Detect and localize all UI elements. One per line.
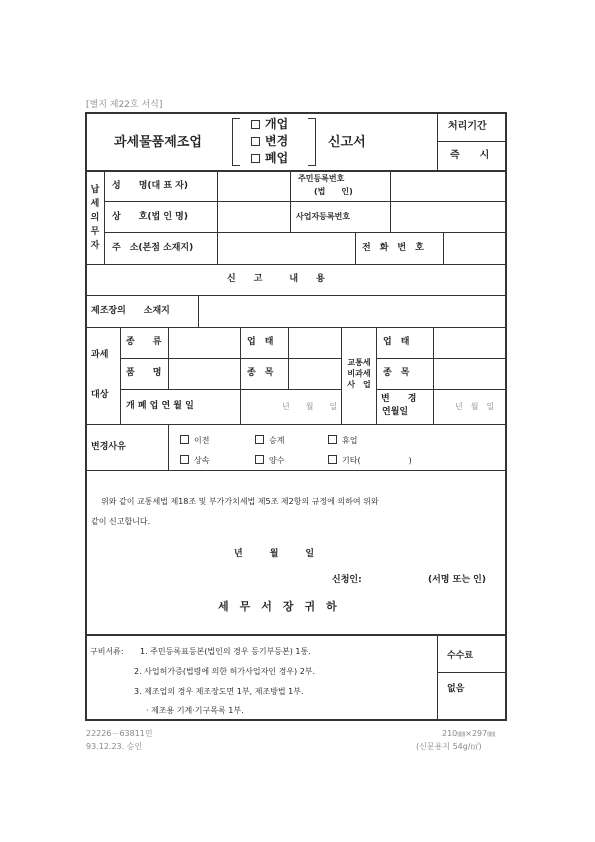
divider [290, 170, 291, 232]
addressee: 세 무 서 장 귀 하 [218, 600, 337, 613]
change-date-label: 변 경 [381, 394, 417, 404]
checkbox-icon [255, 435, 264, 444]
option-open: 개업 [251, 118, 288, 130]
divider [437, 672, 507, 673]
reason-transfer[interactable]: 양수 [255, 455, 284, 465]
checkbox-icon [180, 435, 189, 444]
rrn-label-corp: (법 인) [314, 187, 353, 196]
open-close-date-label: 개 폐 업 연 월 일 [126, 401, 194, 411]
factory-location-field[interactable] [199, 296, 506, 326]
business-number-label: 사업자등록번호 [296, 212, 351, 221]
form-reference: [별지 제22호 서식] [86, 100, 163, 110]
attachment-item-2: 2. 사업허가증(법령에 의한 허가사업자인 경우) 2부. [134, 667, 316, 676]
form-title: 과세물품제조업 [114, 135, 202, 150]
address-field[interactable] [218, 233, 354, 263]
change-date-field[interactable]: 년 월 일 [455, 402, 495, 411]
item-name-field[interactable] [169, 359, 239, 388]
divider [376, 389, 507, 390]
divider [168, 424, 169, 470]
checkbox-icon [255, 455, 264, 464]
checkbox-change[interactable] [251, 137, 260, 146]
divider [376, 327, 377, 424]
divider [85, 634, 507, 636]
checkbox-icon [328, 455, 337, 464]
fee-label: 수수료 [447, 651, 474, 661]
rrn-label: 주민등록번호 [298, 174, 345, 183]
kind-label: 종 류 [126, 337, 162, 347]
approval-date: 93.12.23. 승인 [86, 742, 143, 751]
declaration-text-line1: 위와 같이 교통세법 제18조 및 부가가치세법 제5조 제2항의 규정에 의하여 위와 [101, 497, 379, 506]
declaration-text-line2: 같이 신고합니다. [91, 517, 151, 526]
divider [104, 170, 105, 264]
fee-value: 없음 [447, 684, 465, 694]
attachment-item-4: · 제조용 기계·기구목록 1부. [146, 706, 244, 715]
reason-succession[interactable]: 승계 [255, 435, 284, 445]
bracket-left [232, 118, 240, 166]
traffic-exempt-label: 교통세 비과세 사 업 [347, 358, 371, 389]
divider [85, 470, 507, 471]
divider [355, 232, 356, 264]
processing-period-label: 처리기간 [448, 121, 487, 132]
item-name-label: 품 명 [126, 368, 162, 378]
report-content-label: 신 고 내 용 [227, 274, 325, 284]
reason-inheritance[interactable]: 상속 [180, 455, 209, 465]
divider [85, 424, 507, 425]
attachments-label: 구비서류: [90, 647, 124, 656]
traffic-category-field[interactable] [434, 359, 506, 388]
option-close: 폐업 [251, 152, 288, 164]
address-label: 주 소(본점 소재지) [112, 243, 194, 253]
divider [437, 141, 507, 142]
form-code: 22226－63811민 [86, 729, 153, 738]
traffic-business-type-field[interactable] [434, 328, 506, 357]
reason-relocation[interactable]: 이전 [180, 435, 209, 445]
attachment-item-3: 3. 제조업의 경우 제조장도면 1부, 제조방법 1부. [134, 687, 304, 696]
traffic-category-label: 종 목 [383, 368, 410, 378]
name-label: 성 명(대 표 자) [112, 181, 188, 191]
applicant-field[interactable] [368, 570, 424, 588]
applicant-label: 신청인: [332, 575, 362, 585]
phone-field[interactable] [444, 233, 506, 263]
option-change: 변경 [251, 135, 288, 147]
bracket-right [308, 118, 316, 166]
reason-other[interactable]: 기타( ) [328, 455, 412, 465]
business-type-field[interactable] [289, 328, 340, 357]
reason-suspension[interactable]: 휴업 [328, 435, 357, 445]
category-field[interactable] [289, 359, 340, 388]
company-name-label: 상 호(법 인 명) [112, 212, 188, 222]
traffic-business-type-label: 업 태 [383, 337, 410, 347]
change-date-label-2: 연월일 [382, 407, 409, 417]
divider [85, 264, 507, 265]
change-reason-label: 변경사유 [91, 442, 126, 452]
taxpayer-section-label: 납 세 의 무 자 [90, 185, 100, 251]
rrn-field[interactable] [391, 171, 506, 200]
divider [120, 389, 341, 390]
paper-size: 210㎜×297㎜ [442, 729, 496, 738]
factory-location-label: 제조장의 소재지 [91, 306, 170, 316]
declaration-date: 년 월 일 [234, 549, 315, 559]
company-name-field[interactable] [218, 202, 289, 231]
checkbox-icon [328, 435, 337, 444]
business-number-field[interactable] [391, 202, 506, 231]
attachment-item-1: 1. 주민등록표등본(법인의 경우 등기부등본) 1통. [140, 647, 311, 656]
divider [437, 634, 438, 721]
taxable-label-2: 대상 [91, 390, 109, 400]
category-label: 종 목 [247, 368, 274, 378]
open-close-date-field[interactable]: 년 월 일 [282, 402, 338, 411]
business-type-label: 업 태 [247, 337, 274, 347]
checkbox-icon [180, 455, 189, 464]
divider [120, 327, 121, 424]
taxable-label-1: 과세 [91, 350, 109, 360]
divider [240, 327, 241, 424]
form-title-suffix: 신고서 [328, 135, 366, 150]
checkbox-open[interactable] [251, 120, 260, 129]
signature-label: (서명 또는 인) [428, 575, 486, 585]
paper-type: (신문용지 54g/㎡) [416, 742, 482, 751]
checkbox-close[interactable] [251, 154, 260, 163]
phone-label: 전 화 번 호 [362, 243, 424, 253]
processing-period-value: 즉 시 [450, 150, 490, 161]
name-field[interactable] [218, 171, 289, 200]
kind-field[interactable] [169, 328, 239, 357]
